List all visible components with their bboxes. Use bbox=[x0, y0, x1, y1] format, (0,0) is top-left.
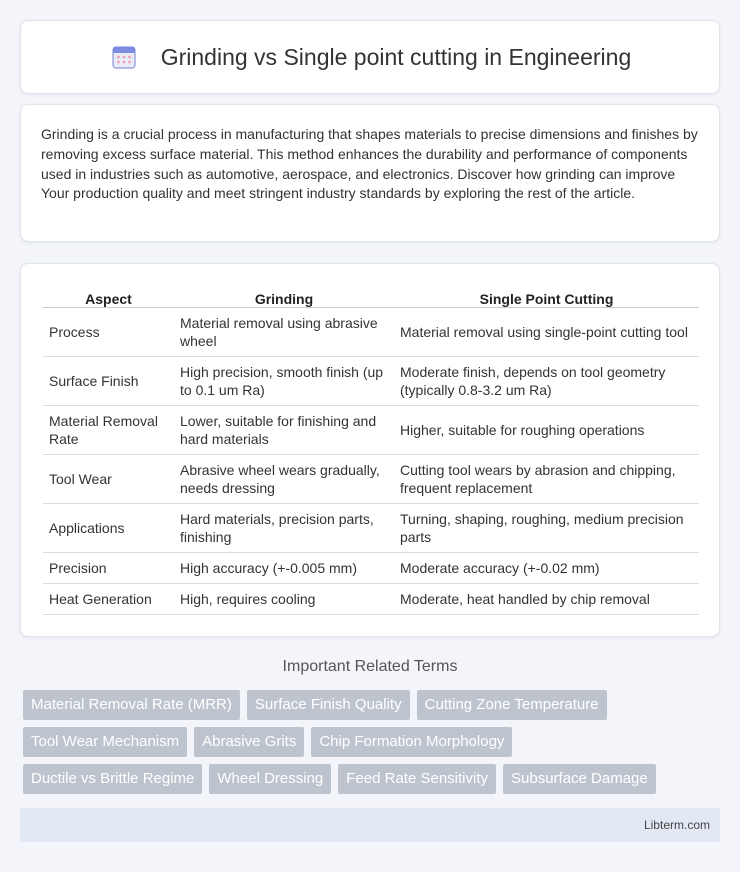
table-row bbox=[43, 584, 699, 615]
term-tag[interactable]: Abrasive Grits bbox=[194, 727, 304, 757]
column-header-aspect: Aspect bbox=[43, 286, 174, 308]
tag-row bbox=[23, 764, 723, 794]
table-cell: Material removal using abrasive wheel bbox=[174, 308, 394, 357]
table-row bbox=[43, 504, 699, 553]
comparison-table bbox=[43, 286, 699, 615]
tag-row bbox=[23, 727, 723, 757]
column-header-single-point: Single Point Cutting bbox=[394, 286, 699, 308]
related-terms-list bbox=[23, 690, 723, 801]
term-tag[interactable]: Cutting Zone Temperature bbox=[417, 690, 607, 720]
table-cell: Moderate, heat handled by chip removal bbox=[394, 584, 699, 615]
term-tag[interactable]: Surface Finish Quality bbox=[247, 690, 410, 720]
table-cell: Turning, shaping, roughing, medium precision parts bbox=[394, 504, 699, 553]
table-cell: Abrasive wheel wears gradually, needs dressing bbox=[174, 455, 394, 504]
table-row bbox=[43, 357, 699, 406]
table-row bbox=[43, 406, 699, 455]
related-terms-heading: Important Related Terms bbox=[282, 658, 458, 675]
table-cell: Cutting tool wears by abrasion and chipping, frequent replacement bbox=[394, 455, 699, 504]
table-cell: Higher, suitable for roughing operations bbox=[394, 406, 699, 455]
page-title: Grinding vs Single point cutting in Engineering bbox=[160, 43, 632, 70]
table-cell: Heat Generation bbox=[43, 584, 174, 615]
table-cell: Material removal using single-point cutting tool bbox=[394, 308, 699, 357]
table-cell: Tool Wear bbox=[43, 455, 174, 504]
term-tag[interactable]: Tool Wear Mechanism bbox=[23, 727, 187, 757]
title-card bbox=[20, 20, 720, 94]
term-tag[interactable]: Chip Formation Morphology bbox=[311, 727, 512, 757]
table-cell: Process bbox=[43, 308, 174, 357]
intro-paragraph: Grinding is a crucial process in manufacturing that shapes materials to precise dimensions and finishes by removing excess surface material. This method enhances the durability and performance of components used in industries such as automotive, aerospace, and electronics. Discover how grinding can improve Your production quality and meet stringent industry standards by exploring the rest of the article. bbox=[41, 126, 698, 202]
table-cell: Hard materials, precision parts, finishing bbox=[174, 504, 394, 553]
table-cell: Moderate accuracy (+-0.02 mm) bbox=[394, 553, 699, 584]
term-tag[interactable]: Ductile vs Brittle Regime bbox=[23, 764, 202, 794]
calendar-icon bbox=[109, 42, 139, 72]
tag-row bbox=[23, 690, 723, 720]
table-cell: Surface Finish bbox=[43, 357, 174, 406]
table-header-row bbox=[43, 286, 699, 308]
table-cell: Applications bbox=[43, 504, 174, 553]
column-header-grinding: Grinding bbox=[174, 286, 394, 308]
term-tag[interactable]: Subsurface Damage bbox=[503, 764, 656, 794]
table-row bbox=[43, 308, 699, 357]
intro-card bbox=[20, 104, 720, 242]
footer bbox=[20, 808, 720, 842]
table-cell: Precision bbox=[43, 553, 174, 584]
term-tag[interactable]: Material Removal Rate (MRR) bbox=[23, 690, 240, 720]
table-cell: High, requires cooling bbox=[174, 584, 394, 615]
table-cell: Moderate finish, depends on tool geometry (typically 0.8-3.2 um Ra) bbox=[394, 357, 699, 406]
table-row bbox=[43, 455, 699, 504]
table-cell: Material Removal Rate bbox=[43, 406, 174, 455]
term-tag[interactable]: Feed Rate Sensitivity bbox=[338, 764, 496, 794]
table-row bbox=[43, 553, 699, 584]
comparison-card bbox=[20, 263, 720, 637]
table-cell: High accuracy (+-0.005 mm) bbox=[174, 553, 394, 584]
footer-site-link[interactable]: Libterm.com bbox=[643, 818, 710, 832]
term-tag[interactable]: Wheel Dressing bbox=[209, 764, 331, 794]
table-cell: High precision, smooth finish (up to 0.1 um Ra) bbox=[174, 357, 394, 406]
table-cell: Lower, suitable for finishing and hard materials bbox=[174, 406, 394, 455]
